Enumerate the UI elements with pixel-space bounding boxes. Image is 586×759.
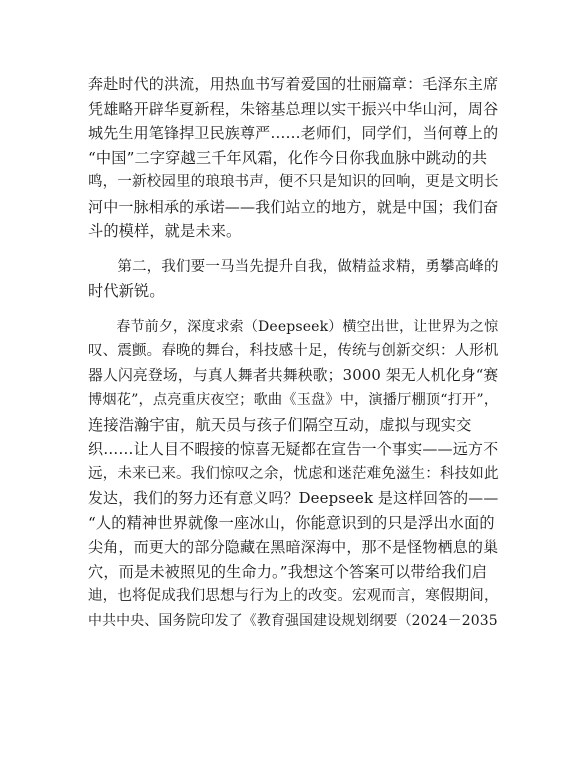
text-line: 博烟花”，点亮重庆夜空；歌曲《玉盘》中，演播厅棚顶“打开”， bbox=[88, 392, 499, 408]
text-line: 春节前夕，深度求索（Deepseek）横空出世，让世界为之惊 bbox=[88, 318, 499, 335]
text-line: “人的精神世界就像一座冰山，你能意识到的只是浮出水面的 bbox=[88, 513, 495, 532]
text-line: 尖角，而更大的部分隐藏在黑暗深海中，那不是怪物栖息的巢 bbox=[88, 538, 499, 556]
text-line: 迪，也将促成我们思想与行为上的改变。宏观而言，寒假期间， bbox=[88, 588, 499, 604]
text-line: 城先生用笔锋捍卫民族尊严……老师们，同学们，当何尊上的 bbox=[88, 124, 499, 142]
text-line: 织……让人目不暇接的惊喜无疑都在宣告一个事实——远方不 bbox=[88, 440, 499, 458]
text-line: 奔赴时代的洪流，用热血书写着爱国的壮丽篇章：毛泽东主席 bbox=[88, 75, 499, 93]
text-line: 鸣，一新校园里的琅琅书声，便不只是知识的回响，更是文明长 bbox=[88, 174, 499, 190]
text-line: 第二，我们要一马当先提升自我，做精益求精，勇攀高峰的 bbox=[88, 258, 499, 275]
text-line: 器人闪亮登场，与真人舞者共舞秧歌；3000 架无人机化身“赛 bbox=[88, 366, 499, 384]
text-line: 凭雄略开辟华夏新程，朱镕基总理以实干振兴中华山河，周谷 bbox=[88, 99, 499, 118]
text-line: 发达，我们的努力还有意义吗？Deepseek 是这样回答的—— bbox=[88, 489, 499, 507]
text-line: 河中一脉相承的承诺——我们站立的地方，就是中国；我们奋 bbox=[88, 197, 499, 216]
paragraph-gap bbox=[88, 304, 500, 315]
document-body bbox=[88, 72, 500, 633]
text-line: 连接浩瀚宇宙，航天员与孩子们隔空互动，虚拟与现实交 bbox=[88, 415, 472, 434]
text-line: “中国”二字穿越三千年风霜，化作今日你我血脉中跳动的共 bbox=[88, 148, 488, 167]
text-line: 斗的模样，就是未来。 bbox=[88, 222, 242, 240]
paragraph-gap bbox=[88, 244, 500, 255]
text-line: 远，未来已来。我们惊叹之余，忧虑和迷茫难免滋生：科技如此 bbox=[88, 465, 499, 482]
text-line: 叹、震颤。春晚的舞台，科技感十足，传统与创新交织：人形机 bbox=[88, 343, 499, 359]
text-line: 中共中央、国务院印发了《教育强国建设规划纲要（2024－2035 bbox=[88, 612, 498, 629]
text-line: 穴，而是未被照见的生命力。”我想这个答案可以带给我们启 bbox=[88, 562, 488, 581]
text-line: 时代新锐。 bbox=[88, 282, 165, 300]
